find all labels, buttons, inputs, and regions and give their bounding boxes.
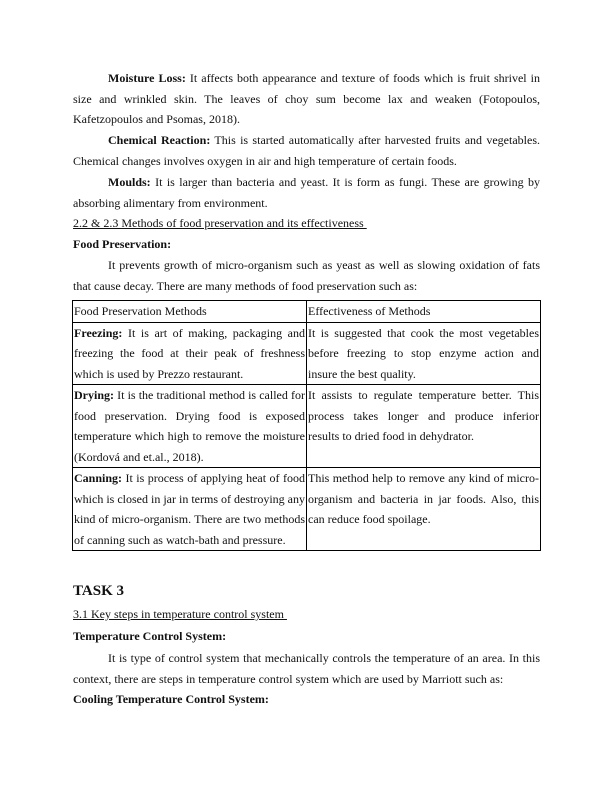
task-title: TASK 3 bbox=[73, 583, 124, 599]
term: Drying: bbox=[74, 388, 114, 402]
method-cell bbox=[73, 322, 307, 385]
effect-cell: This method help to remove any kind of micro-organism and bacteria in jar foods. Also, this can reduce food spoilage. bbox=[307, 468, 541, 551]
text: This is started automatically after harvested fruits and vegetables. Chemical changes involves oxygen in air and high temperature of certain foods. bbox=[73, 133, 540, 168]
method-cell bbox=[73, 468, 307, 551]
section-heading bbox=[73, 213, 540, 234]
table-row bbox=[73, 385, 541, 468]
paragraph-moulds bbox=[73, 172, 540, 213]
heading-text: 3.1 Key steps in temperature control system bbox=[73, 607, 287, 621]
text: It is art of making, packaging and freezing the food at their peak of freshness which is used by Prezzo restaurant. bbox=[74, 325, 305, 381]
task-subheading-cooling bbox=[73, 689, 540, 710]
subheading-text: Temperature Control System: bbox=[73, 629, 227, 643]
header-cell: Effectiveness of Methods bbox=[307, 301, 541, 323]
table-row bbox=[73, 468, 541, 551]
paragraph-chemical-reaction bbox=[73, 130, 540, 171]
section-subheading bbox=[73, 234, 540, 255]
text: It is larger than bacteria and yeast. It is form as fungi. These are growing by absorbing alimentary from environment. bbox=[73, 175, 540, 210]
term: Freezing: bbox=[74, 325, 123, 340]
text: It affects both appearance and texture of foods which is fruit shrivel in size and wrinkled skin. The leaves of choy sum become lax and weaken (Fotopoulos, Kafetzopoulos and Psomas, 2018). bbox=[73, 71, 540, 127]
method-cell bbox=[73, 385, 307, 468]
section-intro: It prevents growth of micro-organism such as yeast as well as slowing oxidation of fats that cause decay. There are many methods of food preservation such as: bbox=[73, 258, 540, 293]
subheading-text: Cooling Temperature Control System: bbox=[73, 692, 269, 706]
task-subheading bbox=[73, 626, 540, 647]
term: Canning: bbox=[74, 471, 123, 485]
header-cell: Food Preservation Methods bbox=[73, 301, 307, 323]
term: Moulds: bbox=[108, 175, 151, 189]
text: It is the traditional method is called for food preservation. Drying food is exposed temperature which high to remove the moisture (Kordová and et.al., 2018). bbox=[74, 388, 305, 464]
task-heading bbox=[73, 604, 540, 625]
term: Chemical Reaction: bbox=[108, 133, 211, 147]
subheading-text: Food Preservation: bbox=[73, 237, 172, 251]
term: Moisture Loss: bbox=[108, 71, 186, 85]
heading-text: 2.2 & 2.3 Methods of food preservation and its effectiveness bbox=[73, 216, 367, 230]
table-header-row bbox=[73, 301, 541, 323]
table-row bbox=[73, 322, 541, 385]
task-intro: It is type of control system that mechanically controls the temperature of an area. In this context, there are steps in temperature control system which are used by Marriott such as: bbox=[73, 651, 540, 686]
preservation-table bbox=[72, 300, 541, 551]
text: It is process of applying heat of food which is closed in jar in terms of destroying any kind of micro-organism. There are two methods of canning such as watch-bath and pressure. bbox=[74, 471, 305, 547]
paragraph-moisture-loss bbox=[73, 68, 540, 130]
effect-cell: It is suggested that cook the most vegetables before freezing to stop enzyme action and insure the best quality. bbox=[307, 322, 541, 385]
effect-cell: It assists to regulate temperature better. This process takes longer and produce inferior results to dried food in dehydrator. bbox=[307, 385, 541, 468]
